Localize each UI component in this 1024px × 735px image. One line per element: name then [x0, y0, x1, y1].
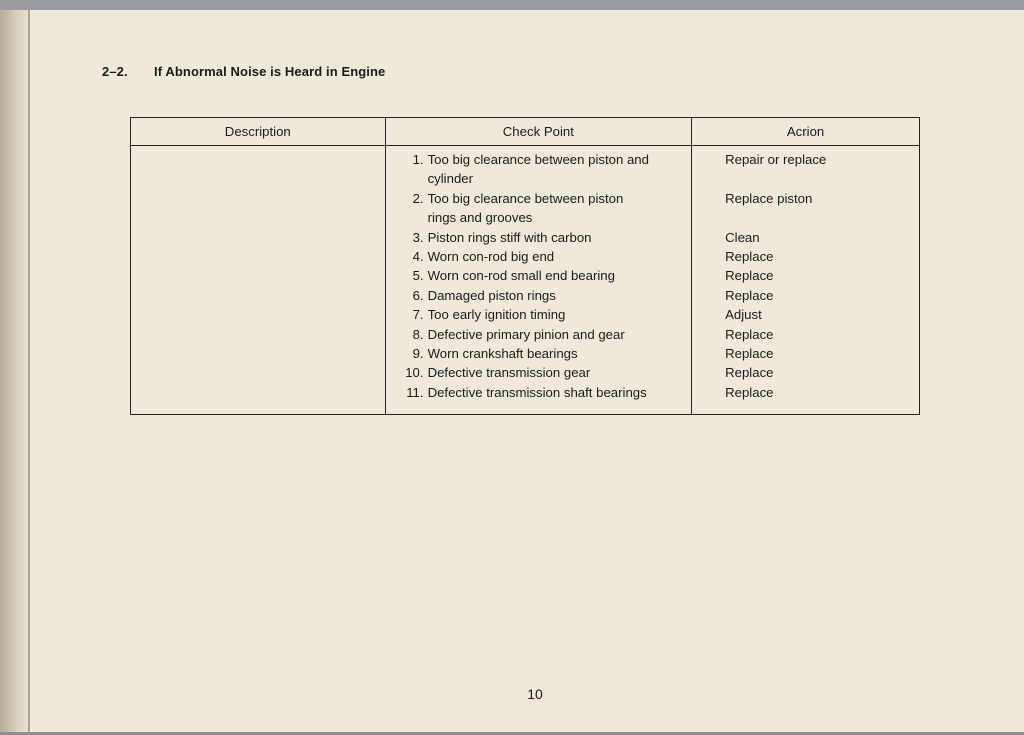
- action-item: Repair or replace: [725, 152, 827, 167]
- description-cell: [131, 146, 386, 415]
- action-cell: [692, 146, 920, 415]
- check-point-item: 2. Too big clearance between piston rings and grooves: [412, 190, 624, 226]
- section-number: 2–2.: [102, 64, 128, 79]
- binding-edge: [28, 10, 30, 732]
- action-item: Adjust: [725, 307, 762, 323]
- check-point-item: 11. Defective transmission shaft bearings: [406, 384, 647, 400]
- section-heading: [102, 64, 385, 79]
- check-point-item: 1. Too big clearance between piston and cylinder: [412, 152, 649, 187]
- action-item: Replace: [725, 365, 774, 381]
- section-title: If Abnormal Noise is Heard in Engine: [154, 64, 386, 79]
- header-check-point: Check Point: [385, 118, 692, 146]
- action-item: Replace: [725, 287, 774, 303]
- page-number: 10: [527, 686, 543, 702]
- troubleshooting-table: [130, 117, 920, 415]
- header-action: Acrion: [692, 118, 920, 146]
- action-item: Clean: [725, 229, 760, 245]
- check-point-item: 9. Worn crankshaft bearings: [412, 346, 578, 362]
- table-header-row: [131, 118, 920, 146]
- action-spacer: [692, 208, 919, 227]
- check-point-item: 5. Worn con-rod small end bearing: [412, 268, 615, 284]
- action-item: Replace: [725, 249, 774, 265]
- check-point-item: 3. Piston rings stiff with carbon: [412, 229, 592, 245]
- binding-shadow: [0, 10, 30, 732]
- header-description: Description: [131, 118, 386, 146]
- check-point-item: 8. Defective primary pinion and gear: [412, 326, 625, 342]
- action-item: Replace: [725, 326, 774, 342]
- check-point-item: 10. Defective transmission gear: [405, 365, 591, 381]
- table-row: [131, 146, 920, 415]
- check-point-item: 7. Too early ignition timing: [412, 307, 566, 323]
- check-point-item: 6. Damaged piston rings: [412, 287, 556, 303]
- check-point-item: 4. Worn con-rod big end: [412, 249, 555, 265]
- action-item: Replace: [725, 346, 774, 362]
- action-item: Replace: [725, 384, 774, 400]
- scan-top-edge: [0, 0, 1024, 10]
- action-item: Replace: [725, 268, 774, 284]
- action-item: Replace piston: [725, 190, 813, 206]
- check-point-cell: [385, 146, 692, 415]
- action-spacer: [692, 169, 919, 188]
